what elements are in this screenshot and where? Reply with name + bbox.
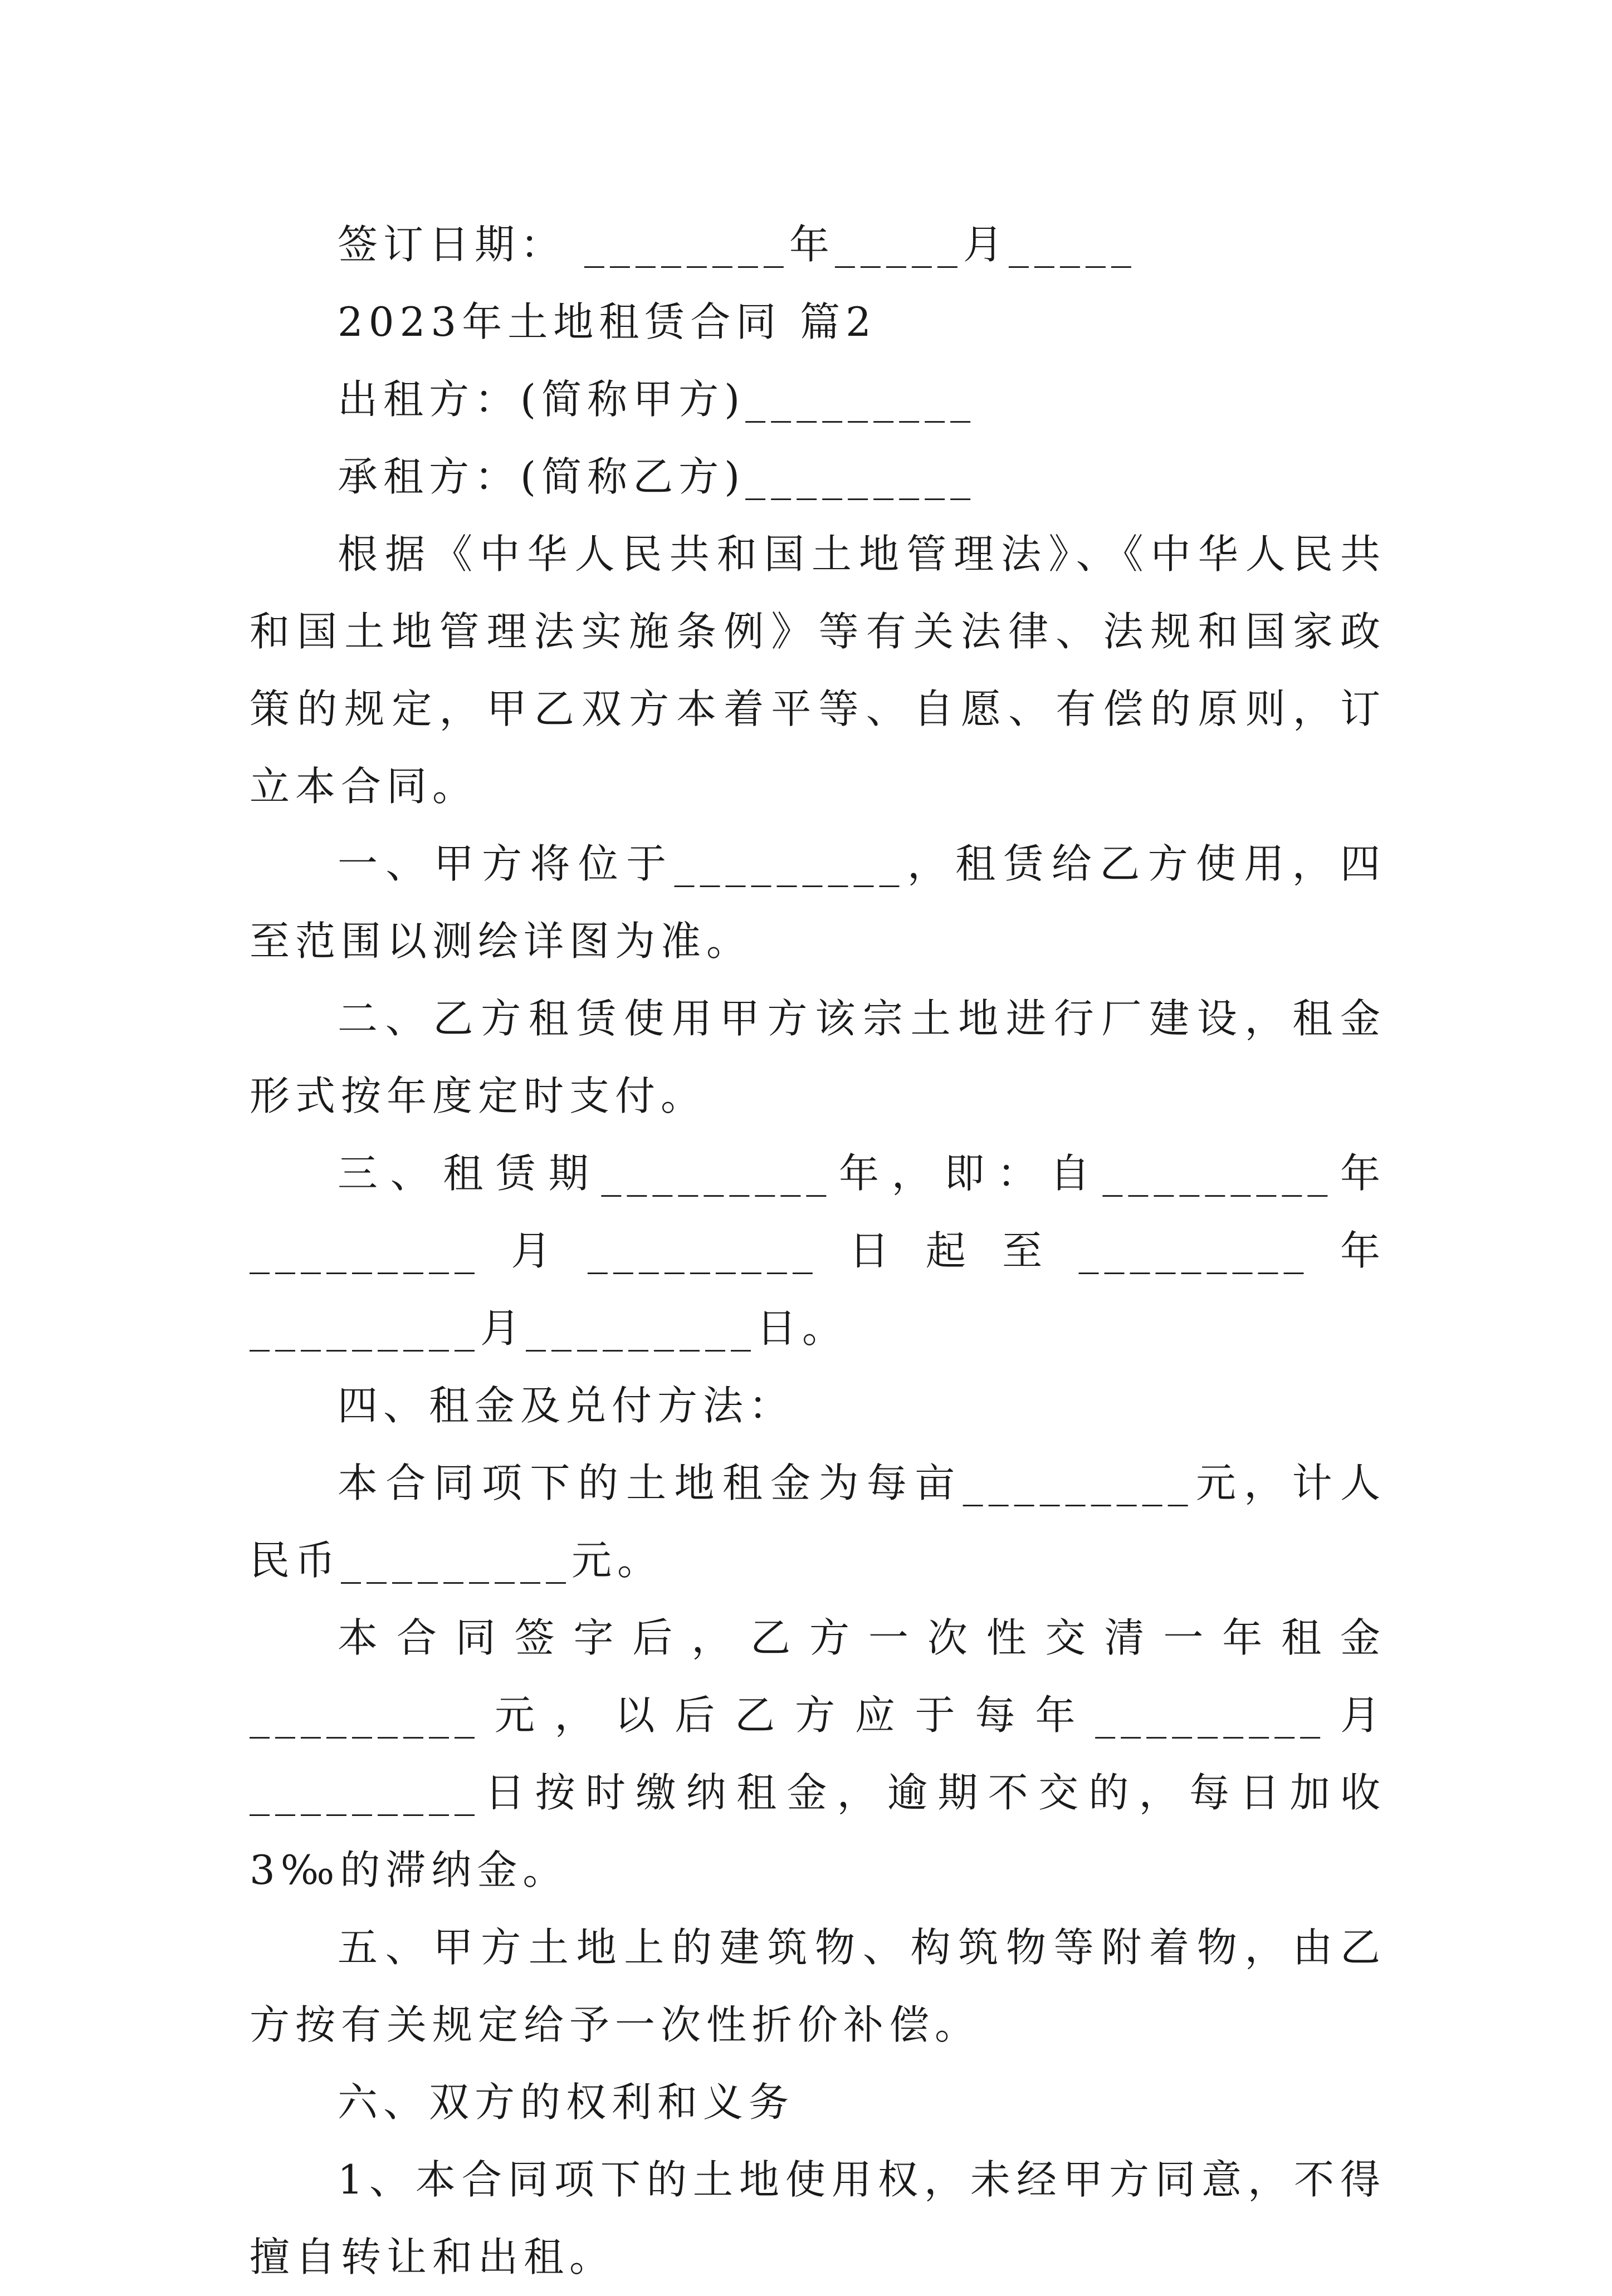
- clause-6-heading: 六、双方的权利和义务: [338, 2079, 795, 2126]
- rent-payment-paragraph: 本合同签字后，乙方一次性交清一年租金_________元，以后乙方应于每年_________月_________日按时缴纳租金，逾期不交的，每日加收3‰的滞纳金。: [250, 1614, 1386, 1893]
- clause-4-heading: 四、租金及兑付方法：: [338, 1382, 795, 1429]
- document-page: [250, 206, 1386, 2296]
- lessor-line: 出租方：(简称甲方)_________: [338, 376, 976, 423]
- contract-title: 2023年土地租赁合同 篇2: [338, 298, 877, 345]
- lessee-line: 承租方：(简称乙方)_________: [338, 453, 976, 500]
- contract-body: [250, 516, 1386, 2296]
- rent-amount-paragraph: 本合同项下的土地租金为每亩_________元，计人民币_________元。: [250, 1460, 1386, 1584]
- clause-3-paragraph: 三、租赁期_________年，即：自_________年_________月_________日起至_________年_________月_________日。: [250, 1150, 1386, 1352]
- clause-2-paragraph: 二、乙方租赁使用甲方该宗土地进行厂建设，租金形式按年度定时支付。: [250, 995, 1386, 1119]
- preamble-paragraph: 根据《中华人民共和国土地管理法》、《中华人民共和国土地管理法实施条例》等有关法律、法规和国家政策的规定，甲乙双方本着平等、自愿、有偿的原则，订立本合同。: [250, 531, 1386, 810]
- clause-6-item-1-paragraph: 1、本合同项下的土地使用权，未经甲方同意，不得擅自转让和出租。: [250, 2156, 1386, 2280]
- clause-5-paragraph: 五、甲方土地上的建筑物、构筑物等附着物，由乙方按有关规定给予一次性折价补偿。: [250, 1924, 1386, 2048]
- signing-date-line: 签订日期： ________年_____月_____: [338, 221, 1137, 268]
- clause-1-paragraph: 一、甲方将位于_________，租赁给乙方使用，四至范围以测绘详图为准。: [250, 840, 1386, 965]
